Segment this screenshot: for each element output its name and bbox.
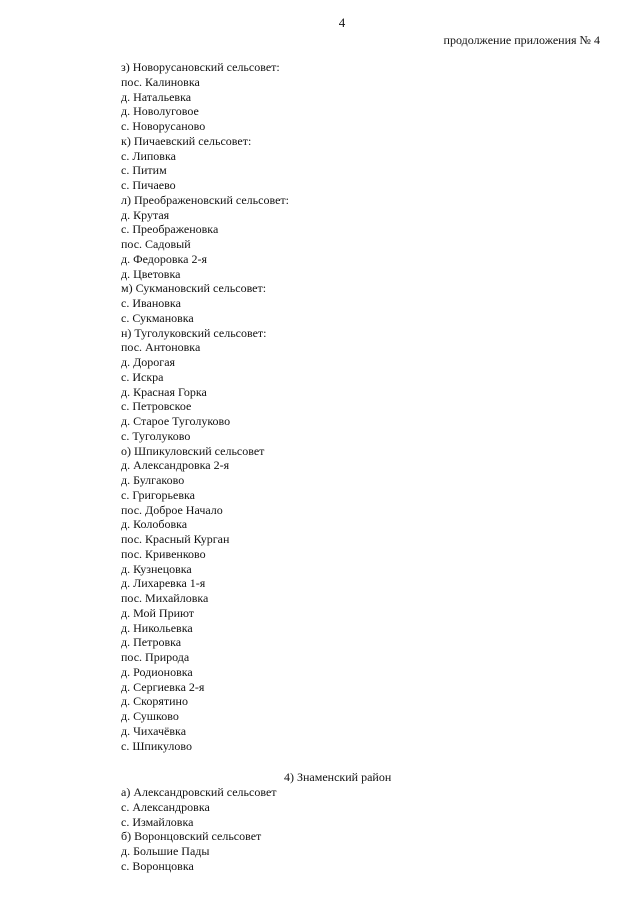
settlement-item: д. Мой Приют (121, 605, 195, 620)
settlement-item: пос. Михайловка (121, 591, 209, 605)
settlement-item: д. Натальевка (121, 89, 192, 104)
appendix-continuation-note: продолжение приложения № 4 (443, 33, 600, 47)
settlement-item: д. Цветовка (121, 266, 181, 281)
settlement-item: пос. Природа (121, 650, 190, 664)
settlement-item: с. Туголуково (121, 428, 191, 443)
settlement-item: д. Сергиевка 2-я (121, 679, 205, 694)
settlement-item: д. Сушково (121, 709, 179, 723)
council-heading: б) Воронцовский сельсовет (121, 829, 262, 844)
settlement-item: д. Красная Горка (121, 384, 207, 399)
settlement-item: д. Старое Туголуково (121, 414, 231, 428)
settlement-item: с. Шпикулово (121, 738, 192, 753)
settlement-item: д. Петровка (121, 635, 182, 650)
settlement-item: пос. Красный Курган (121, 532, 230, 546)
settlement-item: д. Кузнецовка (121, 561, 192, 576)
settlement-item: пос. Садовый (121, 237, 191, 251)
settlement-item: с. Петровское (121, 399, 192, 414)
settlement-item: д. Колобовка (121, 517, 188, 532)
settlement-item: д. Крутая (121, 207, 170, 222)
district-heading: 4) Знаменский район (284, 770, 392, 785)
settlement-item: с. Питим (121, 163, 167, 178)
settlement-item: д. Александровка 2-я (121, 458, 230, 473)
settlement-item: с. Измайловка (121, 814, 194, 829)
settlement-item: д. Федоровка 2-я (121, 251, 208, 266)
settlement-list-section-1 (121, 60, 601, 753)
settlement-item: с. Преображеновка (121, 222, 219, 237)
settlement-item: д. Никольевка (121, 620, 193, 635)
settlement-item: д. Лихаревка 1-я (121, 576, 206, 591)
settlement-item: с. Воронцовка (121, 858, 194, 873)
settlement-item: с. Липовка (121, 148, 176, 163)
settlement-item: пос. Калиновка (121, 74, 200, 89)
settlement-item: с. Новорусаново (121, 119, 206, 133)
settlement-item: пос. Доброе Начало (121, 502, 223, 517)
council-heading: о) Шпикуловский сельсовет (121, 443, 265, 458)
settlement-list-section-2 (121, 785, 601, 874)
settlement-item: д. Скорятино (121, 694, 188, 709)
settlement-item: д. Большие Пады (121, 844, 210, 858)
council-heading: к) Пичаевский сельсовет: (121, 133, 252, 148)
settlement-item: с. Пичаево (121, 178, 176, 192)
settlement-item: д. Чихачёвка (121, 723, 187, 738)
settlement-item: с. Искра (121, 369, 164, 384)
council-heading: л) Преображеновский сельсовет: (121, 192, 289, 207)
settlement-item: д. Булгаково (121, 473, 185, 487)
settlement-item: с. Ивановка (121, 296, 181, 310)
settlement-item: д. Родионовка (121, 664, 193, 679)
settlement-item: пос. Антоновка (121, 340, 201, 355)
council-heading: з) Новорусановский сельсовет: (121, 60, 280, 74)
settlement-item: с. Сукмановка (121, 310, 194, 325)
council-heading: м) Сукмановский сельсовет: (121, 281, 267, 296)
document-body (121, 60, 601, 874)
settlement-item: пос. Кривенково (121, 546, 206, 561)
council-heading: н) Туголуковский сельсовет: (121, 325, 267, 340)
settlement-item: д. Дорогая (121, 355, 176, 369)
page-number: 4 (338, 15, 346, 30)
settlement-item: с. Григорьевка (121, 487, 195, 502)
settlement-item: д. Новолуговое (121, 104, 199, 119)
council-heading: а) Александровский сельсовет (121, 785, 277, 799)
settlement-item: с. Александровка (121, 799, 210, 814)
